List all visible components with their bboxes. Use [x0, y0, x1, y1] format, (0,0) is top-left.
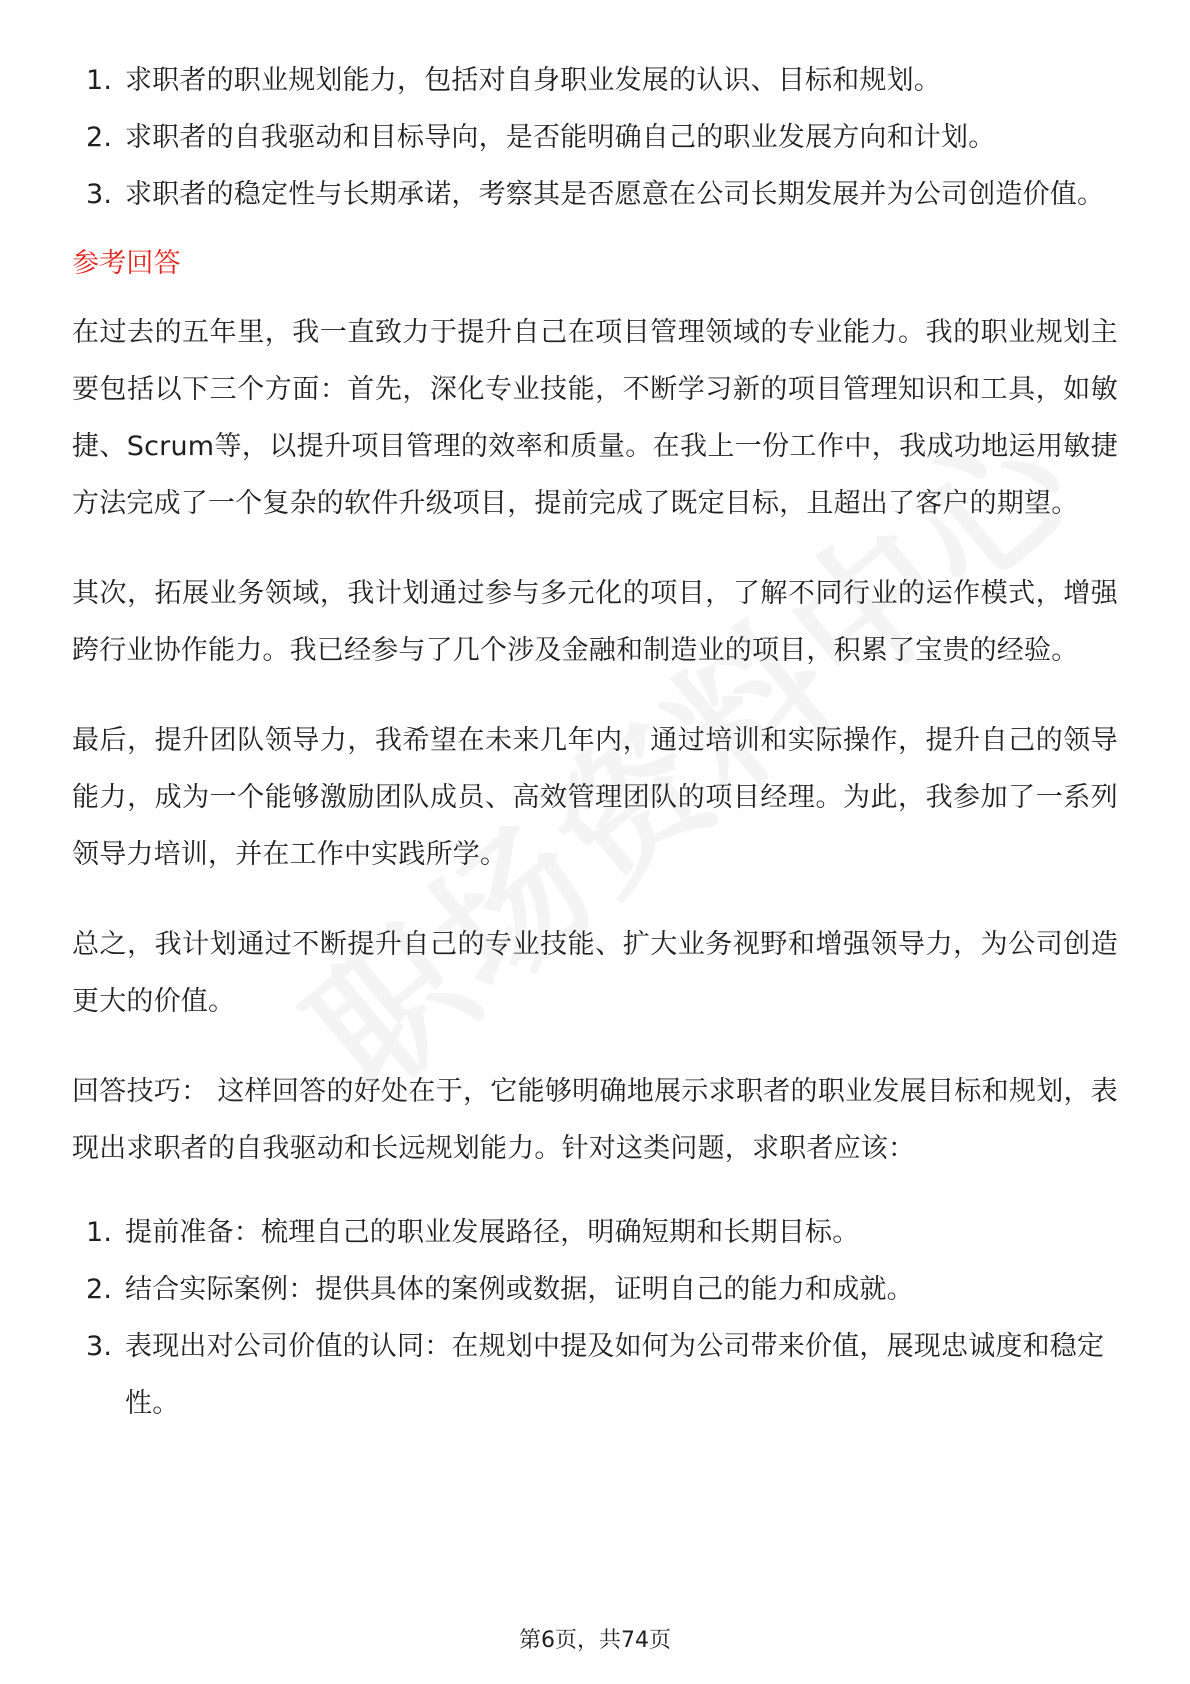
assessment-points-list	[72, 52, 1118, 223]
list-number: 3.	[86, 1331, 113, 1362]
list-text: 求职者的稳定性与长期承诺，考察其是否愿意在公司长期发展并为公司创造价值。	[125, 179, 1105, 210]
list-item	[72, 1204, 1118, 1261]
paragraph: 总之，我计划通过不断提升自己的专业技能、扩大业务视野和增强领导力，为公司创造更大的价值。	[72, 929, 1118, 1017]
list-text: 结合实际案例：提供具体的案例或数据，证明自己的能力和成就。	[125, 1274, 914, 1305]
page-number-footer: 第6页，共74页	[519, 1628, 671, 1653]
section-heading-reference-answer: 参考回答	[72, 248, 181, 279]
paragraph-answer-tips: 回答技巧： 这样回答的好处在于，它能够明确地展示求职者的职业发展目标和规划，表现出求职者的自我驱动和长远规划能力。针对这类问题，求职者应该：	[72, 1076, 1118, 1164]
list-item	[72, 109, 1118, 166]
tips-list	[72, 1204, 1118, 1432]
list-number: 2.	[86, 1274, 113, 1305]
list-item	[72, 1261, 1118, 1318]
list-number: 1.	[86, 1217, 113, 1248]
list-number: 1.	[86, 65, 113, 96]
list-text: 求职者的自我驱动和目标导向，是否能明确自己的职业发展方向和计划。	[125, 122, 996, 153]
list-item	[72, 52, 1118, 109]
document-body	[72, 52, 1118, 1432]
list-number: 3.	[86, 179, 113, 210]
list-text: 求职者的职业规划能力，包括对自身职业发展的认识、目标和规划。	[125, 65, 941, 96]
paragraph: 最后，提升团队领导力，我希望在未来几年内，通过培训和实际操作，提升自己的领导能力，成为一个能够激励团队成员、高效管理团队的项目经理。为此，我参加了一系列领导力培训，并在工作中实践所学。	[72, 725, 1118, 870]
list-number: 2.	[86, 122, 113, 153]
list-item	[72, 1318, 1118, 1432]
paragraph: 在过去的五年里，我一直致力于提升自己在项目管理领域的专业能力。我的职业规划主要包括以下三个方面：首先，深化专业技能，不断学习新的项目管理知识和工具，如敏捷、Scrum等，以提升项目管理的效率和质量。在我上一份工作中，我成功地运用敏捷方法完成了一个复杂的软件升级项目，提前完成了既定目标，且超出了客户的期望。	[72, 317, 1118, 519]
paragraph: 其次，拓展业务领域，我计划通过参与多元化的项目，了解不同行业的运作模式，增强跨行业协作能力。我已经参与了几个涉及金融和制造业的项目，积累了宝贵的经验。	[72, 578, 1118, 666]
list-item	[72, 166, 1118, 223]
list-text: 表现出对公司价值的认同：在规划中提及如何为公司带来价值，展现忠诚度和稳定性。	[125, 1331, 1105, 1419]
list-text: 提前准备：梳理自己的职业发展路径，明确短期和长期目标。	[125, 1217, 860, 1248]
